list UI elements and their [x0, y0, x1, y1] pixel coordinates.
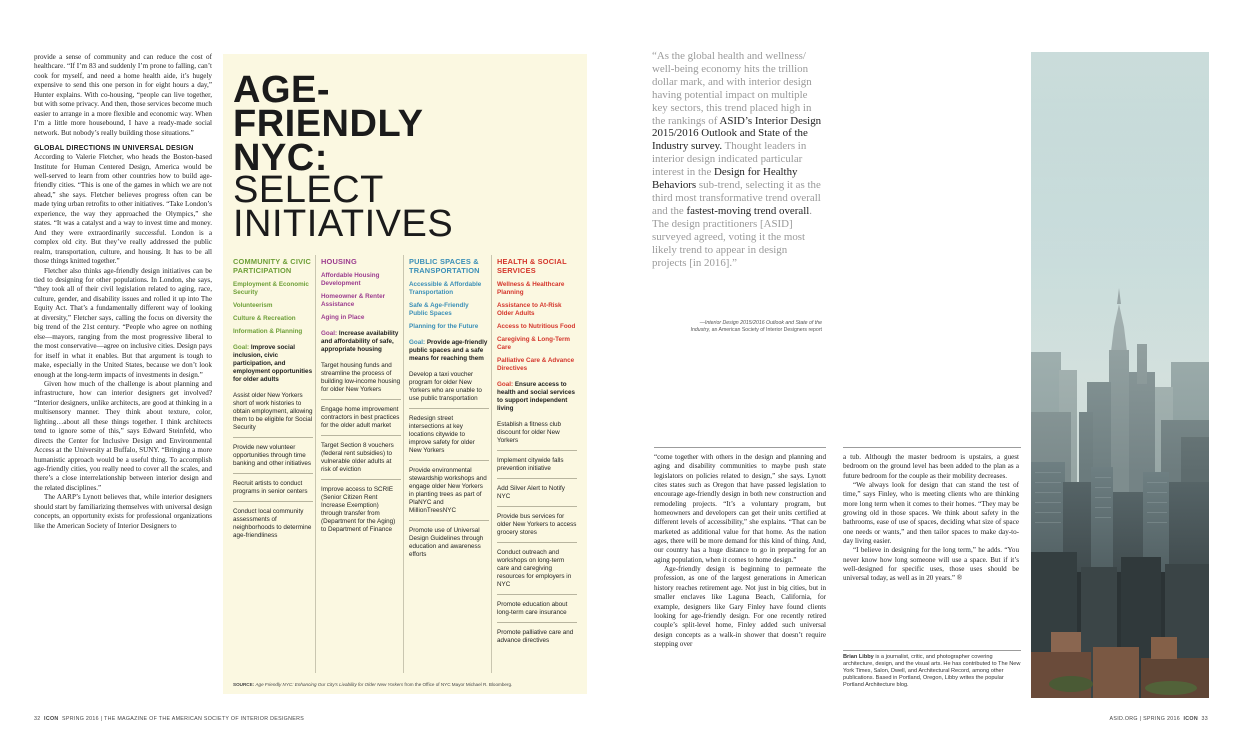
- action-item: Promote palliative care and advance directives: [497, 629, 574, 644]
- body-paragraph: a tub. Although the master bedroom is upstairs, a guest bedroom on the ground level has been added to the plan as a future bedroom for the couple as their mobility decreases.: [843, 453, 1019, 480]
- goal-label: Goal:: [233, 344, 250, 351]
- source-label: SOURCE:: [233, 682, 255, 687]
- pull-quote: [652, 50, 824, 269]
- goal-statement: [409, 339, 489, 363]
- attribution-rest: an American Society of Interior Designers report: [711, 326, 822, 333]
- page-number: 33: [1201, 716, 1208, 722]
- action-item: Establish a fitness club discount for older New Yorkers: [497, 421, 577, 451]
- magazine-name: ICON: [44, 716, 59, 722]
- action-item: Recruit artists to conduct programs in senior centers: [233, 480, 313, 502]
- initiative-item: Caregiving & Long-Term Care: [497, 336, 571, 351]
- sidebar-title-bold: AGE- FRIENDLY NYC:: [233, 69, 424, 179]
- initiative-item: Palliative Care & Advance Directives: [497, 357, 575, 372]
- column-divider: [315, 255, 316, 673]
- site-url: ASID.ORG: [1109, 716, 1138, 722]
- footer-right: [1110, 716, 1208, 722]
- middle-body-column: [654, 453, 826, 649]
- quote-highlight: fastest-moving trend overall: [686, 204, 810, 217]
- column-rule: [843, 447, 1021, 448]
- action-item: Implement citywide falls prevention initiative: [497, 457, 577, 479]
- right-body-column: [843, 453, 1019, 584]
- initiative-item: Information & Planning: [233, 328, 303, 335]
- body-paragraph: “come together with others in the design and planning and aging and disability communities to maybe push state legislators on policies related to design,” she says. Lynott cites states such as Oregon that have passed legislation to encourage age-friendly design in both new construction and remodeling projects. “It’s a voluntary program, but homeowners and developers can get their units certified at different levels of accessibility,” she explains. “That can be marketed as additional value for that home. As the nation ages, there will be more demand for this kind of thing. And, our country has a huge distance to go in preparing for an aging population, when it comes to home design.”: [654, 453, 826, 564]
- quote-highlight: Design for Healthy Behaviors: [652, 166, 798, 192]
- column-rule: [654, 447, 826, 448]
- initiative-item: Culture & Recreation: [233, 315, 296, 322]
- goal-text: Improve social inclusion, civic participation, and employment opportunities for older adults: [233, 344, 313, 383]
- column-divider: [403, 255, 404, 673]
- column-heading: COMMUNITY & CIVIC PARTICIPATION: [233, 257, 311, 275]
- body-paragraph: provide a sense of community and can reduce the cost of healthcare. “If I’m 83 and suddenly I’m prone to falling, can’t cook for myself, and need a home health aide, it’s hugely expensive to send this one person in for eight hours a day,” Hunter explains. With co-housing, “people can live together, but with some privacy. And then, those services become much easier to arrange in a more flexible and economic way. When I’m a little more housebound, I have a ready-made social network. But nobody’s really building those situations.”: [34, 53, 212, 137]
- source-rest: from the Office of NYC Mayor Michael R. Bloomberg.: [404, 682, 513, 687]
- goal-label: Goal:: [321, 330, 338, 337]
- magazine-name: ICON: [1183, 716, 1198, 722]
- body-paragraph: “We always look for design that can stand the test of time,” says Finley, who is meeting clients who are thinking more long term when it comes to their homes. “They may be growing old in those spaces. We think about safety in the bathrooms, ease of use of spaces, deciding what size of space one needs or wants,” and then tailor spaces to make day-to-day living easier.: [843, 481, 1019, 546]
- action-item: Provide environmental stewardship workshops and engage older New Yorkers in planting trees as part of PlaNYC and MillionTreesNYC: [409, 467, 489, 521]
- goal-text: Provide age-friendly public spaces and a safe means for reaching them: [409, 339, 488, 362]
- action-item: Provide new volunteer opportunities through time banking and other initiatives: [233, 444, 313, 474]
- initiative-item: Access to Nutritious Food: [497, 323, 576, 330]
- sidebar-source-note: [233, 682, 512, 687]
- initiative-column-health: [497, 257, 577, 656]
- action-item: Promote education about long-term care insurance: [497, 601, 577, 623]
- action-item: Provide bus services for older New Yorkers to access grocery stores: [497, 513, 577, 543]
- action-item: Improve access to SCRIE (Senior Citizen Rent Increase Exemption) through transfer from (Department for the Aging) to Department of Finance: [321, 486, 396, 533]
- initiative-item: Employment & Economic Security: [233, 281, 309, 296]
- manhattan-skyline-photo: [1031, 52, 1209, 698]
- action-item: Add Silver Alert to Notify NYC: [497, 485, 577, 507]
- action-item: Conduct local community assessments of neighborhoods to determine age-friendliness: [233, 508, 312, 539]
- initiative-item: Accessible & Affordable Transportation: [409, 281, 482, 296]
- quote-attribution: [690, 320, 822, 333]
- initiative-column-housing: [321, 257, 401, 545]
- section-heading: GLOBAL DIRECTIONS IN UNIVERSAL DESIGN: [34, 145, 194, 153]
- footer-left: [34, 716, 304, 722]
- page-number: 32: [34, 716, 41, 722]
- action-item: Assist older New Yorkers short of work histories to obtain employment, allowing them to be eligible for Social Security: [233, 392, 313, 438]
- left-body-column: [34, 53, 212, 531]
- initiative-item: Homeowner & Renter Assistance: [321, 293, 386, 308]
- initiative-column-community: [233, 257, 313, 551]
- initiative-item: Safe & Age-Friendly Public Spaces: [409, 302, 469, 317]
- column-heading: PUBLIC SPACES & TRANSPORTATION: [409, 257, 480, 275]
- column-divider: [491, 255, 492, 673]
- quote-text: “As the global health and wellness/ well-being economy hits the trillion dollar mark, and with interior design having potential impact on multiple key sectors, this trend placed high in the rankings of: [652, 50, 812, 127]
- column-heading: HEALTH & SOCIAL SERVICES: [497, 257, 567, 275]
- sidebar-title-light: SELECT INITIATIVES: [233, 169, 454, 245]
- action-item: Target Section 8 vouchers (federal rent subsidies) to vulnerable older adults at risk of eviction: [321, 442, 401, 480]
- initiative-column-public-spaces: [409, 257, 489, 570]
- goal-label: Goal:: [409, 339, 426, 346]
- attribution-title: —Interior Design 2015/2016 Outlook and State of the Industry,: [690, 320, 822, 333]
- initiative-item: Aging in Place: [321, 314, 365, 321]
- skyline-illustration: [1031, 52, 1209, 698]
- bio-rule: [843, 650, 1021, 651]
- goal-statement: [233, 344, 313, 384]
- goal-label: Goal:: [497, 381, 514, 388]
- action-item: Promote use of Universal Design Guidelines through education and awareness efforts: [409, 527, 484, 558]
- body-paragraph: Fletcher also thinks age-friendly design initiatives can be tied to designing for other populations. In London, she says, “they took all of their civil legislation related to aging, race, culture, gender, and disability issues and rolled it up into The Equity Act. That’s a fundamentally different way of looking at diversity,” Fletcher says, calling the focus on diversity the big trend of the 21st century. “People who agree on nothing else—mayors, ranging from the most progressive liberal to the most conservative—agree on inclusive cities. Design pays for itself in what it enables. But that argument is tough to make, especially in the United States, because we don’t look enough at the long-term impacts of investments in design.”: [34, 266, 212, 379]
- action-item: Conduct outreach and workshops on long-term care and caregiving resources for employers in NYC: [497, 549, 577, 595]
- quote-highlight: ASID’s Interior Design 2015/2016 Outlook and State of the Industry survey.: [652, 114, 822, 153]
- author-name: Brian Libby: [843, 654, 874, 660]
- quote-text: . The design practitioners [ASID] surveyed agreed, voting it the most likely trend to appear in design projects [in 2016].”: [652, 204, 813, 269]
- source-title: Age Friendly NYC: Enhancing Our City’s Livability for Older New Yorkers: [255, 682, 404, 687]
- body-paragraph: According to Valerie Fletcher, who heads the Boston-based Institute for Human Centered Design, America would be well-served to learn from other countries how to build age-friendly cities. “This is one of the games in which we are not ahead,” she says. Fletcher believes progress often can be made tying urban retrofits to other initiatives. “Take London’s experience, the way they approached the Olympics,” she states. “It was a catalyst and a way to invest time and money. And they were extraordinarily successful. London is a complex old city. But they’ve really addressed the public realm, transportation, culture, and housing. It has to be all those things knitted together.”: [34, 153, 212, 266]
- initiative-item: Volunteerism: [233, 302, 273, 309]
- action-item: Target housing funds and streamline the process of building low-income housing for older New Yorkers: [321, 362, 401, 400]
- author-bio-text: is a journalist, critic, and photographer covering architecture, design, and the visual arts. He has contributed to The New York Times, Salon, Dwell, and Architectural Record, among other publications. Based in Portland, Oregon, Libby writes the popular Portland Architecture blog.: [843, 654, 1021, 688]
- body-paragraph: Given how much of the challenge is about planning and infrastructure, how can interior designers get involved? “Interior designers, unlike architects, are good at thinking in a multisensory manner. They think about texture, color, lighting…about all these things together. I think architects tend to ignore some of this,” says Edward Steinfeld, who directs the Center for Inclusive Design and Environmental Access at the University at Buffalo, SUNY. “Bringing a more humanistic approach would be a useful thing. To accomplish age-friendly cities, you really need to cover all the scales, and there’s a close interrelationship between interior design and the related disciplines.”: [34, 379, 212, 492]
- body-paragraph: The AARP’s Lynott believes that, while interior designers should start by familiarizing themselves with universal design concepts, an opportunity exists for professional organizations like the American Society of Interior Designers to: [34, 493, 212, 530]
- author-bio: [843, 654, 1021, 689]
- magazine-description: | THE MAGAZINE OF THE AMERICAN SOCIETY OF INTERIOR DESIGNERS: [100, 716, 305, 722]
- action-item: Engage home improvement contractors in best practices for the older adult market: [321, 406, 401, 436]
- initiative-item: Assistance to At-Risk Older Adults: [497, 302, 562, 317]
- issue-label: SPRING 2016: [62, 716, 99, 722]
- body-paragraph: Age-friendly design is beginning to permeate the profession, as one of the largest generations in American history reaches retirement age. Not just in big cities, but in smaller enclaves like Laguna Beach, California, for example, designers like Gary Finley have found clients looking for age-friendly design. For one recently retired couple’s split-level home, Finley added such universal design concepts as a walk-in shower that doesn’t require stepping over: [654, 565, 826, 648]
- age-friendly-sidebar: [223, 54, 587, 694]
- issue-label: | SPRING 2016: [1139, 716, 1180, 722]
- quote-text: Thought leaders in interior design indicated particular interest in the: [652, 140, 807, 179]
- quote-text: sub-trend, selecting it as the third most transformative trend overall and the: [652, 179, 821, 217]
- goal-text: Increase availability and affordability of safe, appropriate housing: [321, 330, 399, 353]
- action-item: Develop a taxi voucher program for older New Yorkers who are unable to use public transportation: [409, 371, 489, 409]
- initiative-item: Planning for the Future: [409, 323, 479, 330]
- goal-statement: [497, 381, 577, 413]
- body-paragraph: “I believe in designing for the long term,” he adds. “You never know how long someone will use a space. But if it’s well-designed for specific uses, those uses should be universal today, as well as in 20 years.” ®: [843, 546, 1019, 583]
- action-item: Redesign street intersections at key locations citywide to improve safety for older New Yorkers: [409, 415, 489, 461]
- initiative-item: Affordable Housing Development: [321, 272, 380, 287]
- initiative-item: Wellness & Healthcare Planning: [497, 281, 565, 296]
- goal-statement: [321, 330, 401, 354]
- goal-text: Ensure access to health and social services to support independent living: [497, 381, 576, 412]
- column-heading: HOUSING: [321, 257, 357, 266]
